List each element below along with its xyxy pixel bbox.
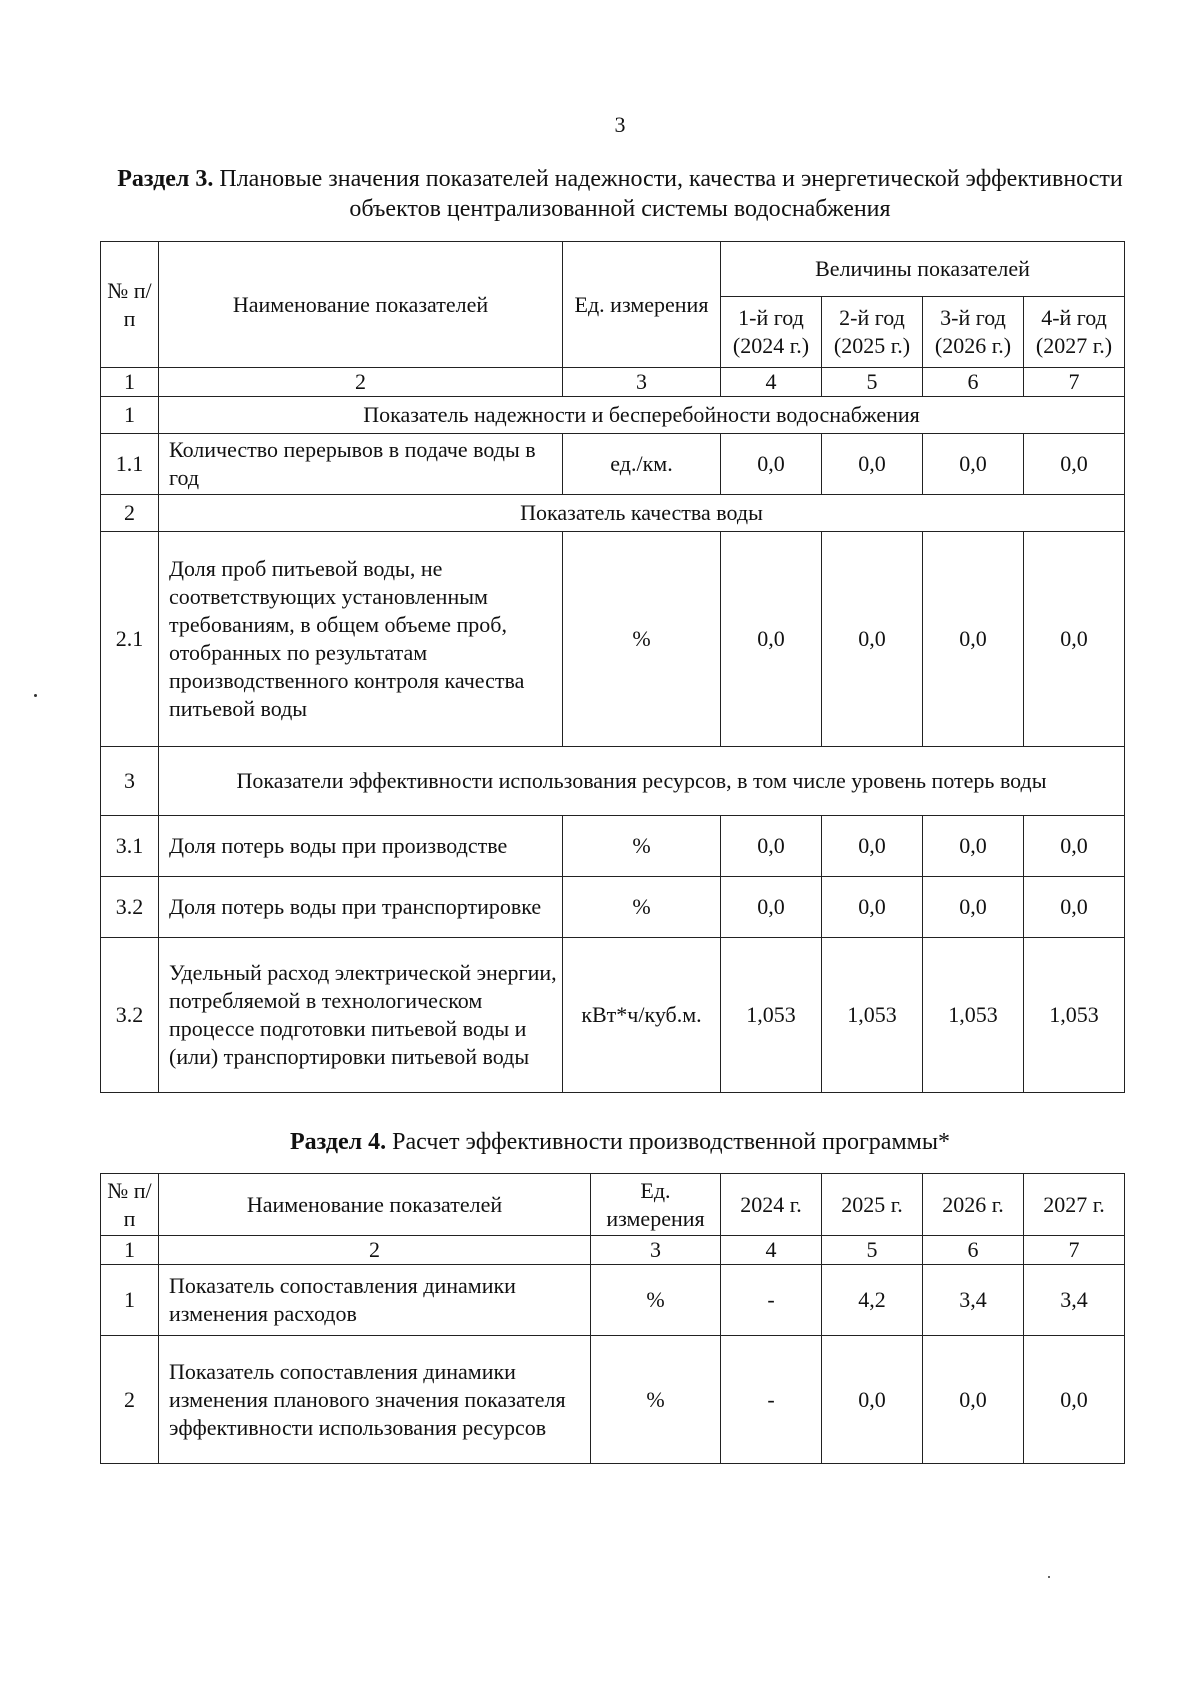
row-value: 3,4 [923, 1265, 1024, 1336]
row-value: 0,0 [822, 877, 923, 938]
group-num: 1 [101, 397, 159, 434]
header-year-4: 4-й год (2027 г.) [1024, 297, 1125, 368]
header-year-2027: 2027 г. [1024, 1174, 1125, 1236]
col-number: 4 [721, 1236, 822, 1265]
group-num: 2 [101, 495, 159, 532]
row-unit: % [563, 816, 721, 877]
header-num: № п/п [101, 1174, 159, 1236]
row-num: 2.1 [101, 532, 159, 747]
col-number: 5 [822, 368, 923, 397]
row-name: Доля потерь воды при производстве [159, 816, 563, 877]
row-num: 3.1 [101, 816, 159, 877]
table-row [101, 877, 1125, 938]
table-row [101, 532, 1125, 747]
row-unit: % [591, 1265, 721, 1336]
row-value: 0,0 [1024, 877, 1125, 938]
section-3-table [100, 241, 1125, 1093]
row-value: 0,0 [923, 1336, 1024, 1464]
row-value: 0,0 [721, 434, 822, 495]
section-3-title [100, 164, 1140, 224]
row-value: - [721, 1336, 822, 1464]
scan-speck [1048, 1576, 1050, 1578]
row-value: 0,0 [822, 816, 923, 877]
row-value: 0,0 [721, 532, 822, 747]
col-number: 6 [923, 368, 1024, 397]
row-value: 3,4 [1024, 1265, 1125, 1336]
row-value: 0,0 [923, 532, 1024, 747]
row-value: 0,0 [1024, 816, 1125, 877]
table-header-row [101, 242, 1125, 297]
section-4-title [100, 1127, 1140, 1157]
scan-speck [34, 694, 37, 697]
table-row [101, 1336, 1125, 1464]
header-year-2026: 2026 г. [923, 1174, 1024, 1236]
row-value: 0,0 [822, 1336, 923, 1464]
row-name: Количество перерывов в подаче воды в год [159, 434, 563, 495]
row-value: 1,053 [721, 938, 822, 1093]
header-num: № п/п [101, 242, 159, 368]
page-number: 3 [614, 112, 626, 137]
col-number: 5 [822, 1236, 923, 1265]
header-year-3: 3-й год (2026 г.) [923, 297, 1024, 368]
header-year-2025: 2025 г. [822, 1174, 923, 1236]
column-number-row [101, 1236, 1125, 1265]
row-value: 0,0 [1024, 532, 1125, 747]
row-num: 1 [101, 1265, 159, 1336]
row-num: 3.2 [101, 938, 159, 1093]
col-number: 2 [159, 368, 563, 397]
section-4-title-text: Расчет эффективности производственной программы* [386, 1129, 950, 1155]
group-title: Показатели эффективности использования ресурсов, в том числе уровень потерь воды [159, 747, 1125, 816]
table-row [101, 1265, 1125, 1336]
group-row [101, 747, 1125, 816]
header-unit: Ед. измерения [591, 1174, 721, 1236]
col-number: 2 [159, 1236, 591, 1265]
header-unit: Ед. измерения [563, 242, 721, 368]
row-num: 3.2 [101, 877, 159, 938]
row-value: 0,0 [923, 816, 1024, 877]
table-row [101, 816, 1125, 877]
row-value: 1,053 [822, 938, 923, 1093]
row-num: 1.1 [101, 434, 159, 495]
col-number: 7 [1024, 1236, 1125, 1265]
row-value: 0,0 [1024, 1336, 1125, 1464]
col-number: 1 [101, 1236, 159, 1265]
col-number: 1 [101, 368, 159, 397]
group-num: 3 [101, 747, 159, 816]
section-4-table [100, 1173, 1125, 1464]
header-year-1: 1-й год (2024 г.) [721, 297, 822, 368]
col-number: 3 [591, 1236, 721, 1265]
table-row [101, 434, 1125, 495]
header-year-2: 2-й год (2025 г.) [822, 297, 923, 368]
row-unit: ед./км. [563, 434, 721, 495]
group-row [101, 495, 1125, 532]
column-number-row [101, 368, 1125, 397]
row-value: 1,053 [1024, 938, 1125, 1093]
section-3-title-text: Плановые значения показателей надежности, качества и энергетической эффективности объектов централизованной системы водоснабжения [213, 166, 1123, 222]
row-name: Удельный расход электрической энергии, потребляемой в технологическом процессе подготовки питьевой воды и (или) транспортировки питьевой воды [159, 938, 563, 1093]
row-value: - [721, 1265, 822, 1336]
header-values-group: Величины показателей [721, 242, 1125, 297]
table-header-row [101, 1174, 1125, 1236]
row-value: 0,0 [822, 532, 923, 747]
col-number: 3 [563, 368, 721, 397]
col-number: 7 [1024, 368, 1125, 397]
group-title: Показатель надежности и бесперебойности водоснабжения [159, 397, 1125, 434]
group-title: Показатель качества воды [159, 495, 1125, 532]
row-unit: % [563, 877, 721, 938]
row-value: 1,053 [923, 938, 1024, 1093]
row-value: 0,0 [923, 434, 1024, 495]
row-unit: кВт*ч/куб.м. [563, 938, 721, 1093]
row-num: 2 [101, 1336, 159, 1464]
row-name: Показатель сопоставления динамики изменения планового значения показателя эффективности использования ресурсов [159, 1336, 591, 1464]
row-unit: % [563, 532, 721, 747]
row-value: 0,0 [1024, 434, 1125, 495]
row-name: Показатель сопоставления динамики изменения расходов [159, 1265, 591, 1336]
section-3-title-bold: Раздел 3. [117, 166, 214, 192]
row-name: Доля потерь воды при транспортировке [159, 877, 563, 938]
col-number: 4 [721, 368, 822, 397]
section-4-title-bold: Раздел 4. [290, 1129, 387, 1155]
row-name: Доля проб питьевой воды, не соответствующих установленным требованиям, в общем объеме проб, отобранных по результатам производственного контроля качества питьевой воды [159, 532, 563, 747]
header-name: Наименование показателей [159, 1174, 591, 1236]
row-value: 0,0 [721, 877, 822, 938]
row-value: 4,2 [822, 1265, 923, 1336]
row-unit: % [591, 1336, 721, 1464]
row-value: 0,0 [923, 877, 1024, 938]
group-row [101, 397, 1125, 434]
header-name: Наименование показателей [159, 242, 563, 368]
header-year-2024: 2024 г. [721, 1174, 822, 1236]
col-number: 6 [923, 1236, 1024, 1265]
row-value: 0,0 [822, 434, 923, 495]
table-row [101, 938, 1125, 1093]
row-value: 0,0 [721, 816, 822, 877]
